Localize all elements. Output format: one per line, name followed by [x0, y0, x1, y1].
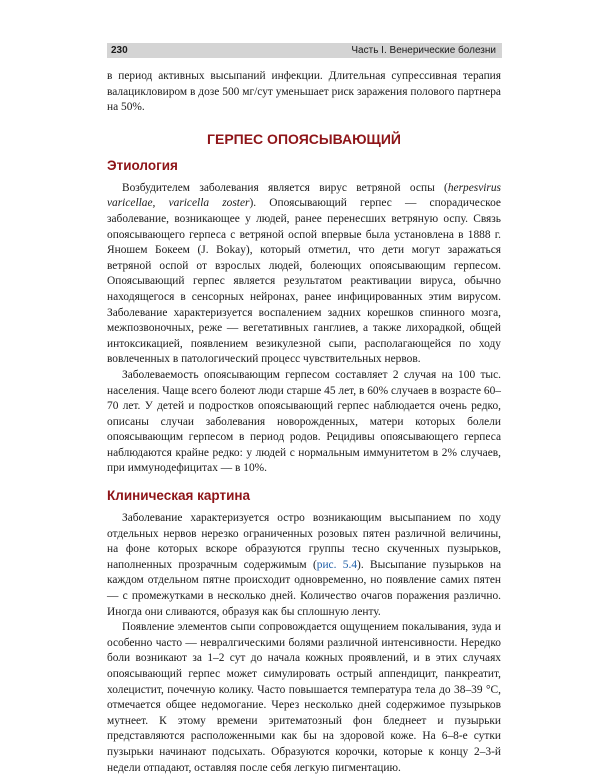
clinical-paragraph-2: Появление элементов сыпи сопровождается ощущением покалывания, зуда и особенно часто — невралгическими болями различной интенсивности. Нередко боли возникают за 1–2 сут до начала кожных проявлений, и в этих случаях опоясывающий герпес может симулировать острый аппендицит, панкреатит, холецистит, почечную колику. Часто повышается температура тела до 38–39 °С, отмечается общее недомогание. Через несколько дней содержимое пузырьков мутнеет. К этому времени эритематозный фон бледнеет и пузырьки представляются расположенными как бы на здоровой коже. На 6–8-е сутки пузырьки начинают подсыхать. Образуются корочки, которые к концу 2–3-й недели отпадают, оставляя после себя легкую пигментацию. [107, 621, 501, 774]
etiology-paragraph-2: Заболеваемость опоясывающим герпесом составляет 2 случая на 100 тыс. населения. Чаще всего болеют люди старше 45 лет, в 60% случаев в возрасте 60–70 лет. У детей и подростков опоясывающий герпес наблюдается очень редко, описаны случаи заболевания новорожденных, матери которых болели опоясывающим герпесом в период родов. Рецидивы опоясывающего герпеса наблюдаются крайне редко: у людей с нормальным иммунитетом в 2% случаев, при иммунодефицитах — в 10%. [107, 368, 501, 475]
figure-reference-link[interactable]: рис. 5.4 [316, 558, 358, 571]
clinical-p1-text-a: Заболевание характеризуется остро возникающим высыпанием по ходу отдельных нервов нерезко ограниченных розовых пятен различной величины, на фоне которых вскоре образуются группы тесно скученных пузырьков, наполненных прозрачным содержимым ( [107, 512, 501, 571]
running-head-title: Часть I. Венерические болезни [351, 45, 496, 56]
etiology-p1-text-b: ). Опоясывающий герпес — спорадическое заболевание, возникающее у людей, ранее перенесших ветряную оспу. Связь опоясывающего герпеса с ветряной оспой впервые была установлена в 1888 г. Яношем Бокеем (J. Bokay), который отметил, что дети могут заражаться ветряной оспой от взрослых людей, болеющих опоясывающим герпесом. Опоясывающий герпес является результатом реактивации вируса, обычно находящегося в сенсорных нейронах, ранее инфицированных этим вирусом. Заболевание характеризуется воспалением задних корешков спинного мозга, межпозвоночных, реже — вегетативных ганглиев, а также лихорадкой, общей интоксикацией, появлением везикулезной сыпи, располагающейся по ходу вовлеченных в патологический процесс чувствительных нервов. [107, 197, 501, 366]
section-heading-clinical: Клиническая картина [107, 488, 251, 504]
clinical-paragraph-1 [107, 511, 501, 620]
page-body [107, 69, 501, 776]
pathogen-latin-name: herpesvirus varicellae, varicella zoster [107, 181, 501, 210]
intro-paragraph: в период активных высыпаний инфекции. Длительная супрессивная терапия валацикловиром в дозе 500 мг/сут уменьшает риск заражения полового партнера на 50%. [107, 70, 501, 114]
running-header [107, 43, 502, 58]
section-heading-etiology: Этиология [107, 157, 178, 173]
page-number: 230 [111, 45, 128, 56]
chapter-title: ГЕРПЕС ОПОЯСЫВАЮЩИЙ [207, 130, 401, 147]
etiology-paragraph-1 [107, 181, 501, 368]
etiology-p1-text-a: Возбудителем заболевания является вирус ветряной оспы ( [122, 181, 448, 194]
clinical-p1-text-b: ). Высыпание пузырьков на каждом отдельном пятне происходит одновременно, но появление самих пятен — с промежутками в несколько дней. Количество очагов поражения различно. Иногда они сливаются, образуя как бы сплошную ленту. [107, 558, 502, 618]
